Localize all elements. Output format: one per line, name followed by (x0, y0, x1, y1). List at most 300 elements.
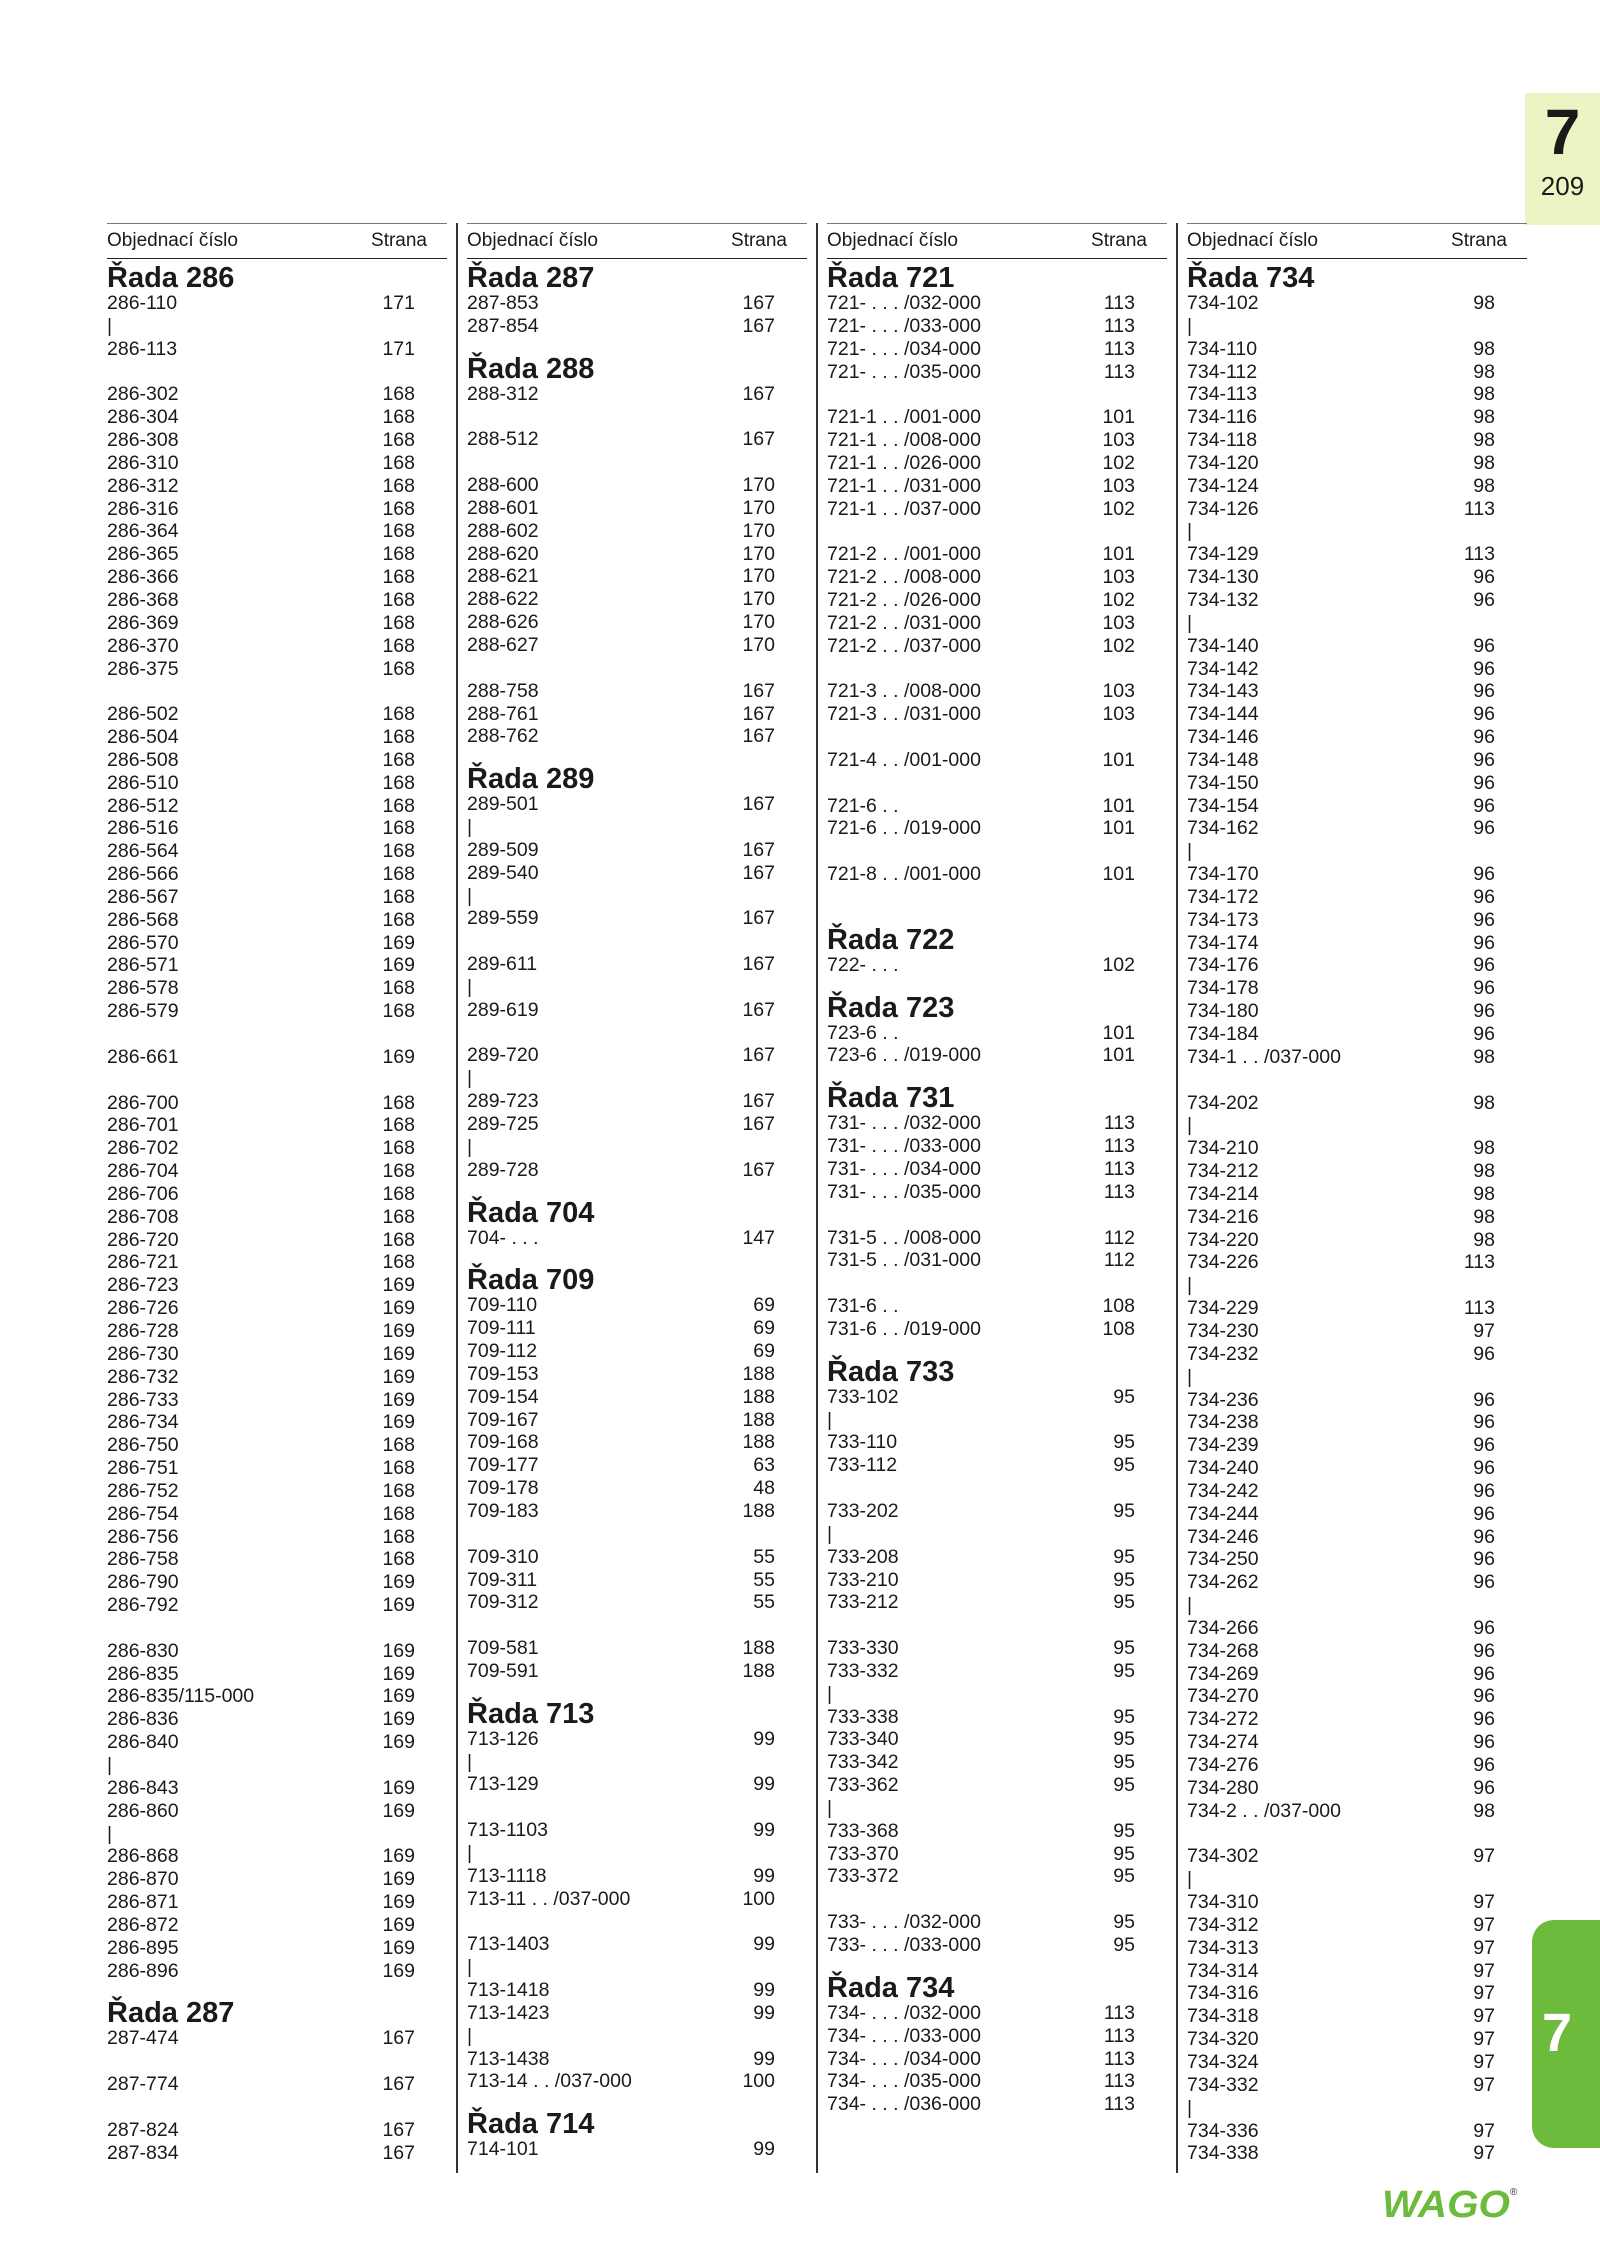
index-row (467, 1044, 807, 1067)
page-reference: 95 (1113, 1774, 1135, 1797)
page-reference: 168 (382, 1457, 415, 1480)
order-number: 286-661 (107, 1045, 179, 1068)
index-row (1187, 1571, 1527, 1594)
index-row (1187, 1297, 1527, 1320)
order-number: 734-172 (1187, 885, 1259, 908)
order-number: 286-732 (107, 1365, 179, 1388)
order-number: 733-370 (827, 1842, 899, 1865)
index-row (1187, 1343, 1527, 1366)
page-reference: 101 (1102, 1044, 1135, 1067)
page-reference: 97 (1473, 1982, 1495, 2005)
page-reference: 188 (742, 1637, 775, 1660)
index-row (467, 1773, 807, 1796)
order-number: 733-212 (827, 1591, 899, 1614)
page-number: 209 (1540, 171, 1585, 201)
order-number: 713-1418 (467, 1979, 550, 2001)
order-number: | (1187, 1868, 1193, 1891)
index-row (827, 406, 1167, 429)
page-reference: 168 (382, 1137, 415, 1160)
index-row (1187, 1023, 1527, 1046)
order-number: 734-240 (1187, 1457, 1259, 1480)
order-number: 734-129 (1187, 543, 1259, 566)
page-reference: 96 (1473, 1023, 1495, 1045)
index-row (1187, 817, 1527, 840)
series-heading: Řada 721 (827, 262, 955, 294)
order-number: 721-6 . . /019-000 (827, 817, 981, 840)
order-number: 734-276 (1187, 1754, 1259, 1776)
page-reference: 101 (1102, 817, 1135, 840)
page-reference: 167 (742, 679, 775, 702)
order-number: 733-210 (827, 1568, 899, 1591)
page-reference: 98 (1473, 1137, 1495, 1160)
page-reference: 95 (1113, 1568, 1135, 1591)
page-reference: 97 (1473, 2142, 1495, 2165)
index-row (1187, 1777, 1527, 1800)
page-reference: 96 (1473, 634, 1495, 657)
page-reference: 168 (382, 1479, 415, 1502)
order-number: 286-510 (107, 771, 179, 794)
column-header (1187, 223, 1527, 259)
index-row (107, 1160, 447, 1183)
page-reference: 167 (382, 2073, 415, 2096)
order-number: 286-750 (107, 1434, 179, 1457)
order-number: 286-835/115-000 (107, 1685, 255, 1708)
page-reference: 100 (742, 1887, 775, 1910)
order-number: 734-232 (1187, 1342, 1259, 1365)
page-reference: 171 (382, 292, 415, 314)
order-number: 733-338 (827, 1705, 899, 1728)
page-reference: 99 (753, 2047, 775, 2070)
page-reference: 96 (1473, 885, 1495, 908)
series-heading: Řada 734 (1187, 262, 1315, 294)
order-number: 286-792 (107, 1594, 179, 1617)
page-reference: 96 (1473, 931, 1495, 954)
order-number: | (827, 1522, 833, 1545)
page-reference: 96 (1473, 954, 1495, 977)
order-number: 734-332 (1187, 2073, 1259, 2096)
page-reference: 103 (1102, 566, 1135, 589)
page-reference: 168 (382, 748, 415, 771)
order-number: 713-11 . . /037-000 (467, 1887, 631, 1910)
index-row (1187, 1937, 1527, 1960)
page-reference: 97 (1473, 2050, 1495, 2073)
index-row (827, 954, 1167, 977)
index-row (827, 315, 1167, 338)
page-reference: 113 (1103, 1112, 1135, 1135)
order-number: 734-262 (1187, 1571, 1259, 1594)
order-number: 287-834 (107, 2141, 179, 2164)
index-row (1187, 1548, 1527, 1571)
index-row (107, 1526, 447, 1549)
order-number: 286-508 (107, 748, 179, 771)
index-row (107, 977, 447, 1000)
index-row (467, 1090, 807, 1113)
index-row (467, 451, 807, 474)
order-number: 287-474 (107, 2027, 179, 2050)
index-row (827, 1272, 1167, 1295)
order-number: 286-365 (107, 543, 179, 566)
page-reference: 168 (382, 1502, 415, 1525)
page-reference: 168 (382, 1114, 415, 1137)
index-row (827, 1477, 1167, 1500)
page-reference: 167 (742, 953, 775, 976)
order-number: 286-375 (107, 657, 179, 680)
order-number: | (467, 1135, 473, 1158)
index-row (467, 1842, 807, 1865)
order-number: 734-338 (1187, 2142, 1259, 2165)
page-reference: 169 (382, 1594, 415, 1617)
series-heading: Řada 734 (827, 1971, 955, 2004)
order-number: 287-774 (107, 2073, 179, 2096)
index-row (467, 1340, 807, 1363)
order-number: 289-725 (467, 1113, 539, 1135)
page-reference: 96 (1473, 1388, 1495, 1411)
svg-text:®: ® (1510, 2187, 1518, 2198)
page-reference: 169 (382, 1913, 415, 1936)
order-number: 288-627 (467, 633, 539, 656)
index-row (827, 1523, 1167, 1546)
page-reference: 168 (382, 520, 415, 543)
order-number: 734-236 (1187, 1388, 1259, 1411)
order-number: 709-112 (467, 1340, 538, 1363)
order-number: 734-173 (1187, 908, 1259, 931)
page-reference: 96 (1473, 1434, 1495, 1457)
order-number: 734- . . . /034-000 (827, 2047, 981, 2070)
page-reference: 168 (382, 543, 415, 566)
order-number: 734-336 (1187, 2119, 1259, 2142)
order-number: 721-1 . . /026-000 (827, 451, 981, 474)
page-reference: 113 (1463, 1297, 1495, 1320)
entries-list (827, 262, 1167, 2116)
index-row (107, 1023, 447, 1046)
index-row (827, 452, 1167, 475)
order-number: 286-758 (107, 1548, 179, 1571)
index-row (827, 2048, 1167, 2071)
order-number: 286-734 (107, 1411, 179, 1434)
column-header (467, 223, 807, 259)
index-row (107, 1229, 447, 1252)
page-reference: 169 (382, 954, 415, 977)
index-row (107, 1708, 447, 1731)
order-number: 734- . . . /033-000 (827, 2024, 981, 2047)
order-number: 733-332 (827, 1659, 899, 1682)
index-row (467, 2070, 807, 2093)
index-row (107, 566, 447, 589)
order-number: 287-853 (467, 292, 539, 314)
order-number: 721-1 . . /001-000 (827, 406, 981, 429)
order-number: 734-113 (1187, 383, 1258, 406)
page-reference: 169 (382, 1274, 415, 1297)
entries-list (1187, 262, 1527, 2165)
order-number: 709-168 (467, 1431, 539, 1454)
page-reference: 96 (1473, 726, 1495, 749)
page-reference: 169 (382, 1731, 415, 1754)
page-reference: 98 (1473, 292, 1495, 314)
index-row (107, 1571, 447, 1594)
page-reference: 97 (1473, 1936, 1495, 1959)
page-header: Strana (731, 230, 787, 251)
order-number: 731- . . . /032-000 (827, 1112, 981, 1135)
page-reference: 97 (1473, 1913, 1495, 1936)
index-row (107, 635, 447, 658)
index-row (1187, 452, 1527, 475)
page-reference: 113 (1463, 543, 1495, 566)
page-reference: 97 (1473, 1845, 1495, 1868)
order-number: 721-2 . . /001-000 (827, 543, 981, 566)
index-row (827, 635, 1167, 658)
page-reference: 99 (753, 2001, 775, 2024)
index-row (827, 1888, 1167, 1911)
order-number: 734-174 (1187, 931, 1259, 954)
index-row (107, 1914, 447, 1937)
order-number: 733-330 (827, 1637, 899, 1660)
order-number: 286-579 (107, 1000, 179, 1023)
order-number: 731- . . . /035-000 (827, 1180, 981, 1203)
page-reference: 95 (1113, 1911, 1135, 1934)
index-row (467, 1477, 807, 1500)
page-reference: 98 (1473, 451, 1495, 474)
index-row (467, 1431, 807, 1454)
index-row (1187, 1708, 1527, 1731)
page-reference: 101 (1102, 406, 1135, 429)
page-reference: 169 (382, 1708, 415, 1731)
order-number: 286-701 (107, 1114, 179, 1137)
order-number: 713-1423 (467, 2001, 550, 2024)
index-row (827, 886, 1167, 909)
page-reference: 113 (1103, 1180, 1135, 1203)
order-number: | (467, 816, 473, 839)
index-row (467, 1136, 807, 1159)
order-number: | (1187, 2096, 1193, 2119)
index-row (467, 907, 807, 930)
page-reference: 69 (753, 1340, 775, 1363)
index-row (1187, 2074, 1527, 2097)
order-number: 731-5 . . /031-000 (827, 1249, 981, 1272)
index-row (467, 543, 807, 566)
order-number: 709-178 (467, 1477, 539, 1500)
page-reference: 98 (1473, 360, 1495, 383)
index-row (827, 383, 1167, 406)
index-row (467, 292, 807, 315)
index-row (827, 1318, 1167, 1341)
index-row (1187, 886, 1527, 909)
order-number: 286-706 (107, 1182, 179, 1205)
page-reference: 96 (1473, 1525, 1495, 1548)
page-reference: 112 (1103, 1249, 1135, 1272)
page-reference: 96 (1473, 566, 1495, 589)
order-number: 734-132 (1187, 588, 1259, 611)
order-number: 734-266 (1187, 1616, 1259, 1639)
page-reference: 100 (742, 2070, 775, 2093)
entries-list (467, 262, 807, 2161)
order-number: 734-130 (1187, 566, 1259, 589)
order-number: 286-704 (107, 1160, 179, 1183)
page-reference: 96 (1473, 588, 1495, 611)
page-reference: 55 (753, 1568, 775, 1591)
order-number: 289-540 (467, 861, 539, 884)
index-row (827, 1386, 1167, 1409)
page-reference: 170 (742, 565, 775, 588)
index-row (467, 1546, 807, 1569)
index-row (1187, 1640, 1527, 1663)
order-number: 713-129 (467, 1773, 539, 1796)
order-number: 286-578 (107, 977, 179, 1000)
order-number: 731-6 . . /019-000 (827, 1317, 981, 1340)
index-row (107, 292, 447, 315)
index-row (107, 1434, 447, 1457)
index-row (107, 726, 447, 749)
order-number: 733-342 (827, 1751, 899, 1774)
index-row (827, 520, 1167, 543)
order-number: 734-212 (1187, 1160, 1259, 1183)
index-row (467, 2138, 807, 2161)
page-reference: 169 (382, 1365, 415, 1388)
index-row (107, 1731, 447, 1754)
page-reference: 169 (382, 1685, 415, 1708)
page-reference: 96 (1473, 703, 1495, 726)
page-reference: 168 (382, 840, 415, 863)
order-number: 734-180 (1187, 1000, 1259, 1023)
index-row (467, 1728, 807, 1751)
order-number: 286-302 (107, 383, 179, 406)
page-reference: 168 (382, 634, 415, 657)
order-number: 286-868 (107, 1845, 179, 1868)
order-number: 286-312 (107, 474, 179, 497)
page-reference: 95 (1113, 1591, 1135, 1614)
order-number: 709-183 (467, 1499, 539, 1522)
page-reference: 169 (382, 1891, 415, 1914)
page-reference: 99 (753, 1819, 775, 1842)
order-number: 734-320 (1187, 2028, 1259, 2051)
page-reference: 95 (1113, 1728, 1135, 1751)
index-row (1187, 1389, 1527, 1412)
page-reference: 98 (1473, 1182, 1495, 1205)
index-row (1187, 2051, 1527, 2074)
order-number: 286-702 (107, 1137, 179, 1160)
index-row (1187, 589, 1527, 612)
index-row (107, 1663, 447, 1686)
index-row (467, 1888, 807, 1911)
order-number: 734-220 (1187, 1228, 1259, 1251)
index-row (1187, 475, 1527, 498)
order-number: 733-368 (827, 1819, 899, 1842)
order-number: 733-340 (827, 1728, 899, 1751)
page-reference: 167 (742, 702, 775, 725)
index-row (107, 498, 447, 521)
page-reference: 95 (1113, 1751, 1135, 1774)
order-number: 286-790 (107, 1571, 179, 1594)
index-row (827, 1706, 1167, 1729)
page-reference: 99 (753, 1864, 775, 1887)
index-row (107, 383, 447, 406)
order-number: 286-566 (107, 863, 179, 886)
index-row (107, 1937, 447, 1960)
series-heading: Řada 713 (467, 1697, 595, 1730)
series-heading: Řada 733 (827, 1355, 955, 1388)
page-reference: 167 (742, 1158, 775, 1181)
order-number: 734-124 (1187, 474, 1259, 497)
order-number: 734-202 (1187, 1091, 1259, 1114)
order-number: 733-110 (827, 1431, 898, 1454)
index-row (467, 1067, 807, 1090)
page-reference: 99 (753, 1773, 775, 1796)
page-reference: 102 (1102, 497, 1135, 520)
index-row (107, 1800, 447, 1823)
order-number: 286-756 (107, 1525, 179, 1548)
order-number: 286-752 (107, 1479, 179, 1502)
page-reference: 113 (1103, 1135, 1135, 1158)
order-number: 286-836 (107, 1708, 179, 1731)
index-row (827, 1022, 1167, 1045)
chapter-tab (1525, 93, 1600, 225)
index-row (107, 1777, 447, 1800)
order-number: 721-2 . . /031-000 (827, 611, 981, 634)
page-reference: 168 (382, 1228, 415, 1251)
index-row (1187, 1685, 1527, 1708)
page-reference: 101 (1102, 1021, 1135, 1044)
order-number: 286-835 (107, 1662, 179, 1685)
order-number: 286-571 (107, 954, 179, 977)
index-row (107, 1457, 447, 1480)
page-reference: 113 (1463, 497, 1495, 520)
index-row (827, 1683, 1167, 1706)
order-number: 734-316 (1187, 1982, 1259, 2005)
page-reference: 97 (1473, 2119, 1495, 2142)
index-row (827, 1774, 1167, 1797)
page-reference: 98 (1473, 1045, 1495, 1068)
page-reference: 101 (1102, 748, 1135, 771)
page-reference: 167 (742, 292, 775, 314)
index-row (107, 361, 447, 384)
order-number: 286-564 (107, 840, 179, 863)
index-row (467, 1865, 807, 1888)
index-row (827, 1431, 1167, 1454)
order-number: 288-758 (467, 679, 539, 702)
index-row (827, 1204, 1167, 1227)
index-row (1187, 1251, 1527, 1274)
order-number: 286-708 (107, 1205, 179, 1228)
order-number: 288-512 (467, 428, 539, 451)
order-number: 734-214 (1187, 1182, 1259, 1205)
page-reference: 168 (382, 383, 415, 406)
index-row (1187, 2097, 1527, 2120)
order-number: 286-872 (107, 1913, 179, 1936)
page-reference: 188 (742, 1385, 775, 1408)
page-reference: 96 (1473, 657, 1495, 680)
index-row (467, 885, 807, 908)
page-reference: 168 (382, 497, 415, 520)
index-row (467, 497, 807, 520)
index-row (467, 1614, 807, 1637)
page-reference: 169 (382, 931, 415, 954)
series-heading: Řada 722 (827, 923, 955, 956)
index-row (467, 2002, 807, 2025)
order-number: 734-269 (1187, 1662, 1259, 1685)
page-reference: 98 (1473, 1205, 1495, 1228)
order-number: | (467, 1750, 473, 1773)
index-row (1187, 749, 1527, 772)
order-number: 721-1 . . /008-000 (827, 429, 981, 452)
page-reference: 96 (1473, 1754, 1495, 1776)
page-reference: 168 (382, 817, 415, 840)
page-reference: 169 (382, 1411, 415, 1434)
index-row (107, 1251, 447, 1274)
order-number: 734-118 (1187, 429, 1258, 452)
page-reference: 168 (382, 1160, 415, 1183)
index-row (827, 1409, 1167, 1432)
column-header (827, 223, 1167, 259)
index-row (467, 1500, 807, 1523)
